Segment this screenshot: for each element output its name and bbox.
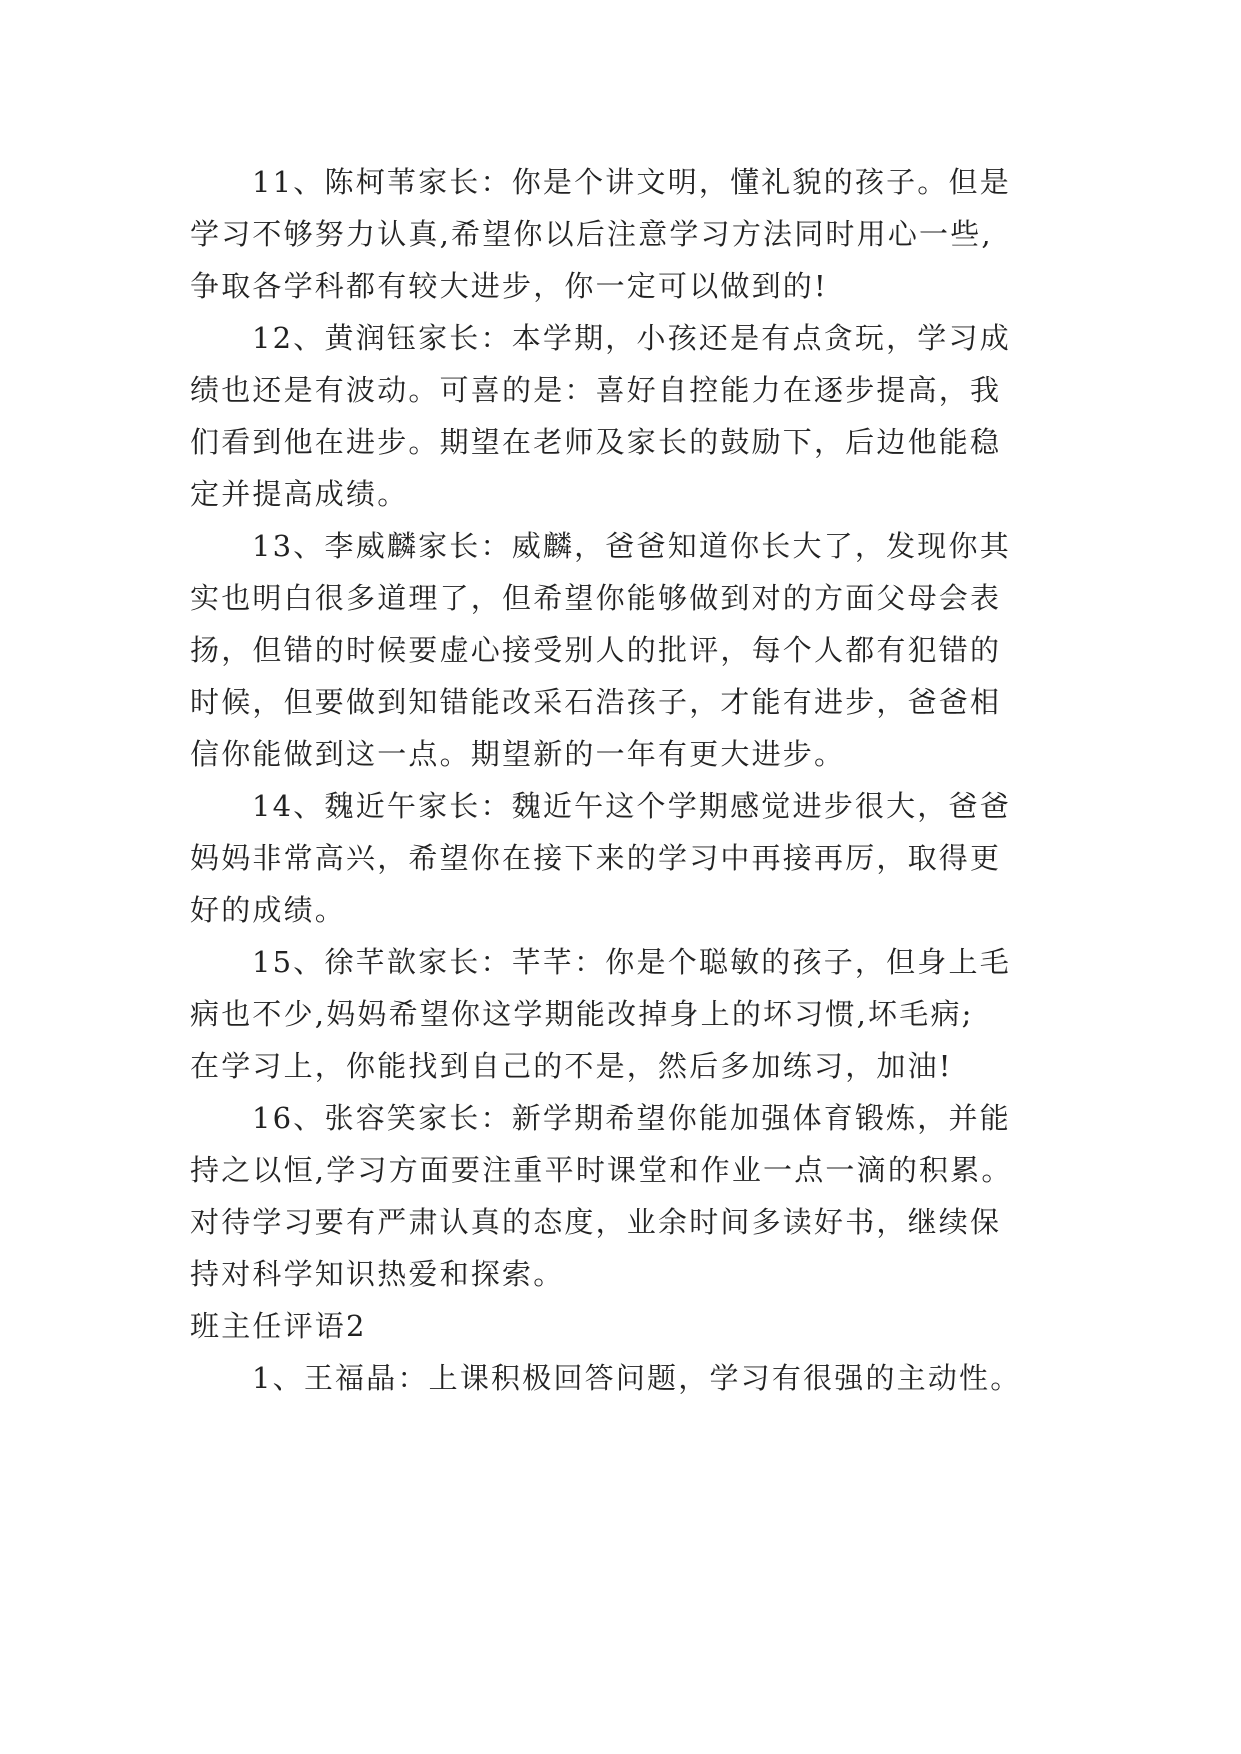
paragraph-11-line-1: 11、陈柯苇家长：你是个讲文明，懂礼貌的孩子。但是: [252, 165, 1011, 199]
section-heading: 班主任评语2: [190, 1309, 367, 1343]
paragraph-13-line-1: 13、李威麟家长：威麟，爸爸知道你长大了，发现你其: [252, 529, 1011, 563]
paragraph-16-line-1: 16、张容笑家长：新学期希望你能加强体育锻炼，并能: [252, 1101, 1011, 1135]
paragraph-16-line-3: 对待学习要有严肃认真的态度，业余时间多读好书，继续保: [190, 1205, 1002, 1239]
paragraph-11-line-2: 学习不够努力认真,希望你以后注意学习方法同时用心一些,: [190, 217, 993, 251]
paragraph-16-line-4: 持对科学知识热爱和探索。: [190, 1257, 565, 1291]
paragraph-11-line-3: 争取各学科都有较大进步，你一定可以做到的!: [190, 269, 828, 303]
paragraph-13-line-4: 时候，但要做到知错能改采石浩孩子，才能有进步，爸爸相: [190, 685, 1002, 719]
paragraph-14-line-3: 好的成绩。: [190, 893, 347, 927]
paragraph-15-line-2: 病也不少,妈妈希望你这学期能改掉身上的坏习惯,坏毛病;: [190, 997, 974, 1031]
paragraph-13-line-2: 实也明白很多道理了，但希望你能够做到对的方面父母会表: [190, 581, 1002, 615]
paragraph-15-line-3: 在学习上，你能找到自己的不是，然后多加练习，加油!: [190, 1049, 953, 1083]
paragraph-14-line-2: 妈妈非常高兴，希望你在接下来的学习中再接再厉，取得更: [190, 841, 1002, 875]
paragraph-12-line-3: 们看到他在进步。期望在老师及家长的鼓励下，后边他能稳: [190, 425, 1002, 459]
paragraph-12-line-2: 绩也还是有波动。可喜的是：喜好自控能力在逐步提高，我: [190, 373, 1002, 407]
paragraph-12-line-4: 定并提高成绩。: [190, 477, 409, 511]
paragraph-14-line-1: 14、魏近午家长：魏近午这个学期感觉进步很大，爸爸: [252, 789, 1011, 823]
comment-1-line-1: 1、王福晶：上课积极回答问题，学习有很强的主动性。: [252, 1361, 1022, 1395]
paragraph-13-line-5: 信你能做到这一点。期望新的一年有更大进步。: [190, 737, 846, 771]
paragraph-13-line-3: 扬，但错的时候要虚心接受别人的批评，每个人都有犯错的: [190, 633, 1002, 667]
paragraph-15-line-1: 15、徐芊歆家长：芊芊：你是个聪敏的孩子，但身上毛: [252, 945, 1011, 979]
paragraph-12-line-1: 12、黄润钰家长：本学期，小孩还是有点贪玩，学习成: [252, 321, 1011, 355]
paragraph-16-line-2: 持之以恒,学习方面要注重平时课堂和作业一点一滴的积累。: [190, 1153, 1013, 1187]
